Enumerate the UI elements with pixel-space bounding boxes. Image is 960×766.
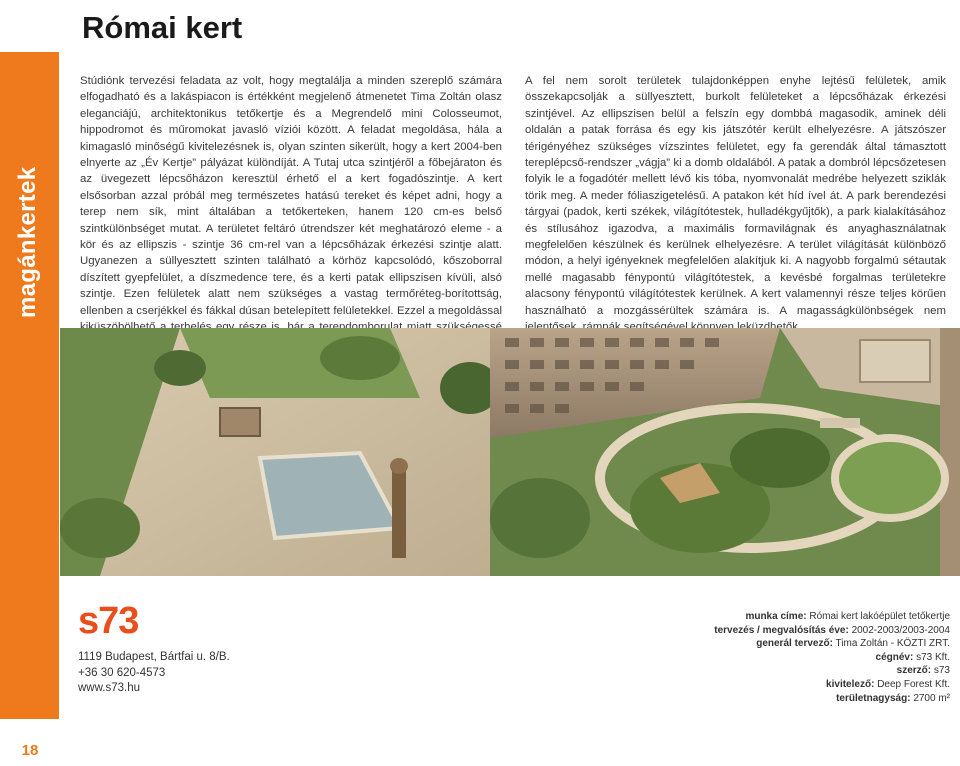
credit-row	[520, 610, 950, 624]
project-credits	[520, 610, 950, 705]
credit-key: területnagyság:	[836, 692, 911, 704]
garden-photo	[60, 328, 960, 576]
credit-key: generál tervező:	[756, 638, 833, 650]
garden-photo-illustration	[60, 328, 960, 576]
credit-key: kivitelező:	[826, 678, 875, 690]
credit-row	[520, 624, 950, 638]
credit-value: Deep Forest Kft.	[877, 678, 950, 690]
contact-block	[78, 650, 230, 697]
section-label-text: magánkertek	[14, 166, 41, 318]
credit-row	[520, 651, 950, 665]
credit-row	[520, 678, 950, 692]
credit-key: munka címe:	[745, 611, 807, 622]
credit-row	[520, 664, 950, 678]
credit-value: s73	[933, 665, 950, 677]
credit-value: 2700 m²	[913, 692, 950, 704]
article-paragraph-left: Stúdiónk tervezési feladata az volt, hogy megtalálja a minden szereplő számára elfogadható és a lakáspiacon is értékként megjelenő átmenetet Tima Zoltán olasz eleganciájú, architektonikus tetőkertje és a Megrendelő mini Colosseumot, hippodromot és műromokat javasló víziói között. A feladat megoldása, hála a kimagasló minőségű kivitelezésnek is, olyan szinten sikerült, hogy a kert 2004-ben elnyerte az „Év Kertje” pályázat különdíját. A Tutaj utca szintjéről a főbejáraton és az üvegezett lépcsőházon keresztül érhető el a kert fogadószintje. A kert elsősorban azzal próbál meg természetes hatású tereket és képet adni, hogy a terep nem sík, mint általában a tetőkerteken, hanem 120 cm-es belső szintkülönbséget mutat. A területet feltáró útrendszer két meghatározó eleme - a kör és az ellipszis - szintje 36 cm-rel van a lépcsőházak érkezési szintje alatt. Ugyanezen a süllyesztett szinten található a körhöz kapcsolódó, kőszoborral díszített gyepfelület, a díszmedence tere, és a kerti patak ellipszisen kívüli, alsó szintje. Ezen felületek alatt nem szükséges a vastag termőréteg-borítottság, ellenben a cserjékkel és fákkal dúsan betelepített felületekkel. Ezzel a megoldással	[80, 75, 502, 317]
credit-value: s73 Kft.	[916, 651, 950, 663]
credit-value: Tima Zoltán - KÖZTI ZRT.	[835, 638, 950, 650]
credit-key: szerző:	[896, 665, 932, 677]
credit-value: 2002-2003/2003-2004	[851, 624, 950, 636]
contact-address: 1119 Budapest, Bártfai u. 8/B.	[78, 651, 230, 663]
article-column-right	[525, 73, 946, 336]
article-paragraph-right: A fel nem sorolt területek tulajdonképpen enyhe lejtésű felületek, amik összekapcsolják a süllyesztett, burkolt felületeket a lépcsőházak érkezési szintjével. Az ellipszisen belül a felszín egy dombbá magasodik, aminek déli oldalán a patak forrása és egy kis játszótér került elhelyezésre. A játszószer térigényéhez szükséges vízszintes felületet, egy fa gerendák által támasztott tereplépcső-rendszer „vágja” ki a domb oldalából. A patak a dombról lépcsőzetesen folyik le a fogadótér mellett lévő kis tóba, nyomvonalát medrébe helyezett sziklák törik meg. A meder fóliaszigetelésű. A patakon két híd ível át. A park berendezési tárgyai (padok, kerti székek, világítótestek, hulladékgyűjtők), a park kialakításához és stílusához igazodva, a maximális formavilágnak és anyaghasználatnak megfelelően készülnek és kerülnek elhelyezésre. A terület világítását különböző módon, a helyi igényeknek megfelelően alakítjuk ki. A nagyobb forgalmú sétautak mellé magasabb fénypontú világítótestek, a kevésbé forgalmas területekre alacsony fénypontú világítótestek kerülnek. A kert valamennyi része teljes körűen használható a mozgássérültek számára is. A magasságkülönbségek nem	[525, 75, 946, 317]
s73-logo: s73	[78, 600, 139, 642]
page-number	[6, 734, 54, 766]
credit-value: Római kert lakóépület tetőkertje	[809, 611, 950, 622]
page-number-text: 18	[21, 741, 39, 759]
contact-phone: +36 30 620-4573	[78, 666, 166, 679]
credit-key: cégnév:	[875, 651, 914, 663]
credit-key: tervezés / megvalósítás éve:	[714, 624, 849, 636]
article-column-left	[80, 73, 502, 352]
page-title: Római kert	[82, 10, 243, 45]
credit-row	[520, 637, 950, 651]
credit-row	[520, 692, 950, 706]
sidebar-band	[0, 52, 59, 759]
contact-website: www.s73.hu	[78, 682, 141, 694]
